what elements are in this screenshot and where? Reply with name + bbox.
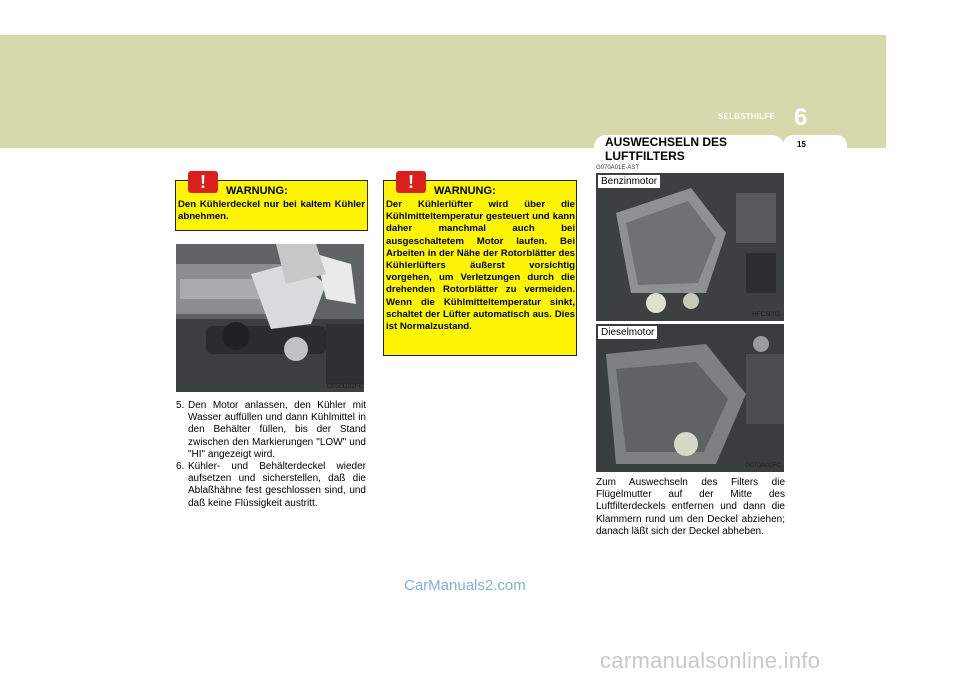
warning-text: Den Kühlerdeckel nur bei kaltem Kühler abnehmen. (178, 199, 365, 223)
air-filter-instructions: Zum Auswechseln des Filters die Flügelmutter auf der Mitte des Luftfilterdeckels entfernen und dann die Klammern rund um den Deckel abziehen; danach läßt sich der Deckel abheben. (596, 477, 785, 537)
photo-caption: HFC5003 (752, 311, 780, 318)
photo-label-diesel: Dieselmotor (598, 326, 657, 339)
photo-diesel-engine (596, 324, 784, 472)
watermark: CarManuals2.com (404, 577, 526, 594)
warning-title: WARNUNG: (226, 185, 288, 197)
photo-caption: G070A02FC (745, 462, 782, 469)
footer-watermark: carmanualsonline.info (600, 648, 821, 673)
photo-gasoline-engine (596, 173, 784, 321)
page-number-tab (783, 135, 847, 155)
instruction-steps (176, 400, 366, 510)
section-label: SELBSTHILFE (718, 112, 775, 121)
chapter-number: 6 (794, 104, 808, 131)
step-number: 5. (176, 400, 185, 411)
step-number: 6. (176, 461, 185, 473)
section-title: AUSWECHSELN DES LUFTFILTERS (605, 135, 728, 163)
document-code: G070A01E-AST (596, 165, 640, 171)
header-band (0, 35, 886, 148)
warning-text: Der Kühlerlüfter wird über die Kühlmitteltemperatur gesteuert und kann daher manchmal auch bei ausgeschaltetem Motor laufen. Bei Arbeiten in der Nähe der Rotorblätter des Kühlerlüfters äußerst vorsichtig vorgehen, um Verletzungen durch die drehenden Rotorblätter zu vermeiden. Wenn die Kühlmitteltemperatur sinkt, schaltet der Lüfter automatisch aus. Dies ist Normalzustand. (386, 199, 575, 333)
warning-title: WARNUNG: (434, 185, 496, 197)
warning-box-radiator-cap (175, 172, 368, 231)
page-number: 15 (797, 140, 806, 149)
warning-icon: ! (396, 171, 426, 193)
photo-caption: G050D02FC (327, 383, 364, 390)
photo-label-gasoline: Benzinmotor (598, 175, 660, 188)
step-text: Kühler- und Behälterdeckel wieder aufsetzen und sicherstellen, daß die Ablaßhähne fest geschlossen sind, und daß keine Flüssigkeit austritt. (188, 461, 366, 509)
photo-coolant-refill (176, 244, 364, 392)
list-item (176, 461, 366, 510)
step-text: Den Motor anlassen, den Kühler mit Wasser auffüllen und dann Kühlmittel in den Behälter füllen, bis der Stand zwischen den Markierungen "LOW" und "HI" angezeigt wird. (188, 400, 366, 460)
warning-box-cooling-fan (383, 172, 577, 356)
warning-icon: ! (188, 171, 218, 193)
list-item (176, 400, 366, 461)
